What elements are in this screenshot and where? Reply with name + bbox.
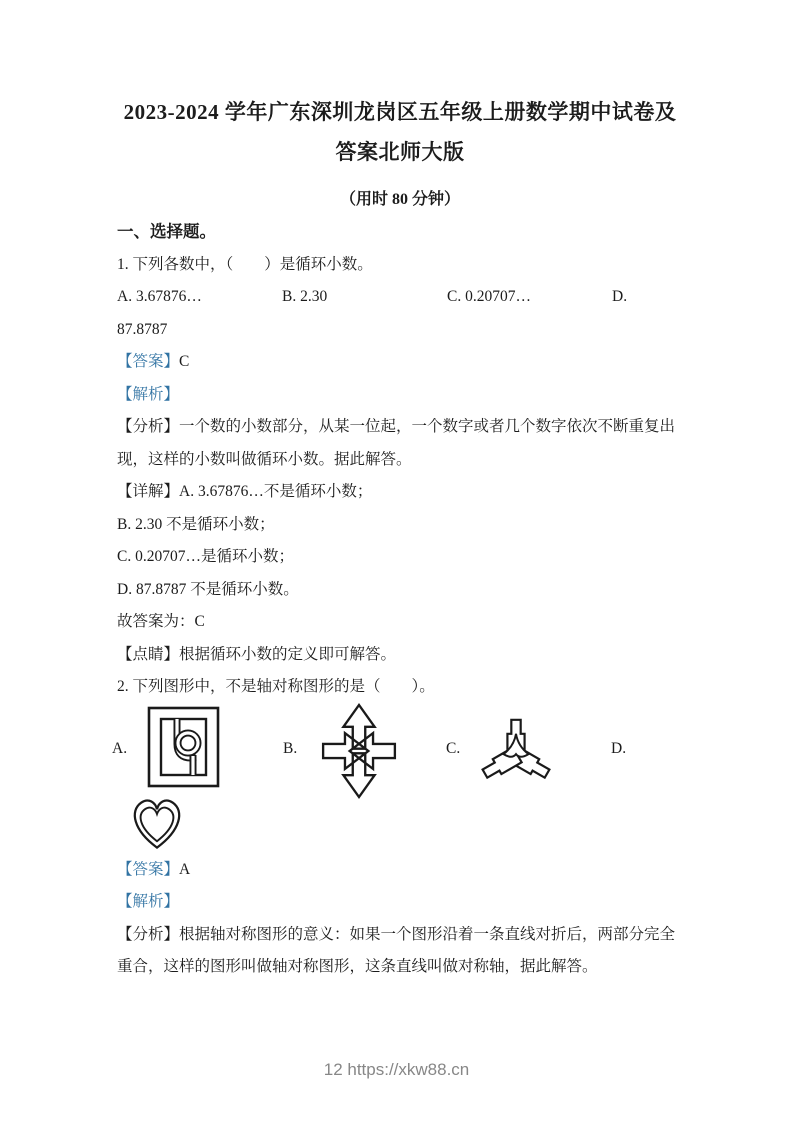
q1-tip: 【点睛】根据循环小数的定义即可解答。 — [117, 645, 397, 663]
q2-analysis: 【分析】根据轴对称图形的意义：如果一个图形沿着一条直线对折后，两部分完全重合，这样的图形叫做轴对称图形，这条直线叫做对称轴，据此解答。 — [117, 925, 676, 975]
q2-explain-line — [117, 886, 683, 919]
q2-question: 2. 下列图形中，不是轴对称图形的是（ ）。 — [117, 678, 435, 695]
q2-answer-line — [117, 854, 683, 887]
q1-option-b: B. 2.30 — [282, 288, 328, 305]
document-title — [117, 92, 683, 172]
q2-explain-label: 【解析】 — [117, 893, 180, 910]
q1-detail-line-4: D. 87.8787 不是循环小数。 — [117, 580, 299, 598]
q1-explain-line — [117, 379, 683, 412]
q1-answer-label: 【答案】 — [117, 353, 180, 370]
q1-option-d: D. — [612, 288, 628, 305]
heart-figure — [125, 790, 189, 854]
q1-explain-label: 【解析】 — [117, 385, 180, 403]
tri-rotor-figure — [477, 710, 555, 792]
section-heading-choice: 一、选择题。 — [117, 222, 216, 241]
q1-analysis: 【分析】一个数的小数部分，从某一位起，一个数字或者几个数字依次不断重复出现，这样的小数叫做循环小数。据此解答。 — [117, 418, 676, 468]
q2-option-b-label: B. — [283, 739, 298, 757]
cross-arrows-figure — [320, 700, 398, 802]
q1-option-a: A. 3.67876… — [117, 288, 202, 305]
q2-answer-value: A — [179, 860, 191, 878]
q2-option-d-label: D. — [611, 739, 627, 757]
q1-option-d-overflow: 87.8787 — [117, 320, 168, 338]
q1-conclusion: 故答案为：C — [117, 613, 205, 630]
q2-answer-label: 【答案】 — [117, 860, 180, 878]
q2-option-d-figure-row — [117, 790, 683, 854]
document-title-line2: 答案北师大版 — [335, 140, 465, 164]
q2-option-a-label: A. — [112, 739, 128, 757]
q1-detail-line-1: 【详解】A. 3.67876…不是循环小数； — [117, 483, 373, 500]
document-title-line1: 2023-2024 学年广东深圳龙岗区五年级上册数学期中试卷及 — [123, 100, 677, 124]
q2-option-c-label: C. — [446, 739, 461, 757]
page-footer: 12 https://xkw88.cn — [323, 1060, 470, 1079]
spiral-square-figure — [147, 706, 220, 788]
q1-answer-value: C — [179, 353, 190, 370]
q1-answer-line — [117, 346, 683, 379]
q1-detail-line-2: B. 2.30 不是循环小数； — [117, 515, 275, 533]
q1-option-c: C. 0.20707… — [447, 288, 531, 305]
q1-detail-line-3: C. 0.20707…是循环小数； — [117, 548, 294, 565]
q1-options-row — [117, 281, 683, 314]
time-limit-note: （用时 80 分钟） — [339, 191, 460, 208]
q1-question: 1. 下列各数中，（ ）是循环小数。 — [117, 255, 373, 273]
q2-figures-row — [112, 704, 683, 804]
